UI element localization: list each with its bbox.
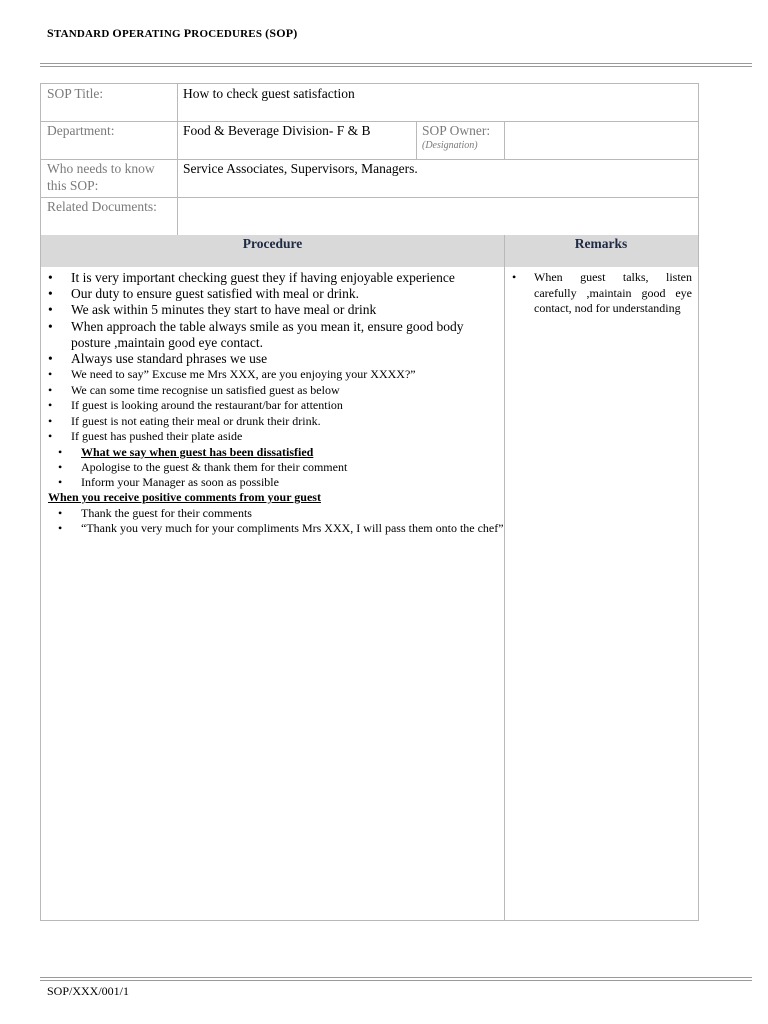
list-item: • We ask within 5 minutes they start to have meal or drink xyxy=(48,302,377,318)
department-label: Department: xyxy=(47,123,115,138)
sop-title-label: SOP Title: xyxy=(47,86,104,101)
procedure-main-list xyxy=(41,270,504,367)
positive-comments-heading: When you receive positive comments from your guest xyxy=(48,490,321,505)
procedure-content xyxy=(41,270,504,536)
dissatisfied-list xyxy=(41,445,504,491)
sop-owner-value xyxy=(504,121,700,123)
header-rule-bottom xyxy=(40,66,752,67)
related-docs-label: Related Documents: xyxy=(47,199,157,214)
sop-owner-label: SOP Owner: xyxy=(422,123,491,138)
positive-list xyxy=(41,506,504,536)
list-item: • If guest is not eating their meal or drunk their drink. xyxy=(48,413,321,428)
remarks-header: Remarks xyxy=(574,236,628,251)
sop-owner-cell xyxy=(416,121,504,153)
document-code: SOP/XXX/001/1 xyxy=(47,984,130,998)
sop-table xyxy=(40,83,699,921)
list-item: • We can some time recognise un satisfied guest as below xyxy=(48,382,340,397)
related-docs-value xyxy=(177,197,697,199)
dissatisfied-heading: • What we say when guest has been dissatisfied xyxy=(58,444,314,459)
table-header-row xyxy=(41,235,698,267)
list-item: • “Thank you very much for your compliments Mrs XXX, I will pass them onto the chef” xyxy=(58,521,504,536)
procedure-small-list xyxy=(41,367,504,445)
list-item: • Apologise to the guest & thank them for their comment xyxy=(58,459,348,474)
designation-note: (Designation) xyxy=(422,140,478,151)
header-rule-top xyxy=(40,63,752,64)
who-needs-value: Service Associates, Supervisors, Managers. xyxy=(183,161,418,176)
list-item: • Thank the guest for their comments xyxy=(58,505,252,520)
list-item: • If guest is looking around the restaurant/bar for attention xyxy=(48,398,343,413)
procedure-header: Procedure xyxy=(242,236,303,251)
who-needs-label: Who needs to know this SOP: xyxy=(47,161,155,193)
remarks-content xyxy=(504,270,700,317)
list-item: • Inform your Manager as soon as possible xyxy=(58,475,279,490)
col-divider xyxy=(504,235,505,920)
footer-rule-bottom xyxy=(40,980,752,981)
list-item: • It is very important checking guest they if having enjoyable experience xyxy=(48,270,455,285)
list-item: • When guest talks, listen carefully ,maintain good eye contact, nod for understanding xyxy=(512,270,692,315)
list-item: • If guest has pushed their plate aside xyxy=(48,429,243,444)
list-item: • We need to say” Excuse me Mrs XXX, are you enjoying your XXXX?” xyxy=(48,367,416,382)
department-value: Food & Beverage Division- F & B xyxy=(183,123,371,138)
list-item: • Always use standard phrases we use xyxy=(48,351,268,367)
footer-rule-top xyxy=(40,977,752,978)
list-item: • Our duty to ensure guest satisfied with meal or drink. xyxy=(48,286,359,302)
sop-title-value: How to check guest satisfaction xyxy=(183,86,355,101)
document-title: STANDARD OPERATING PROCEDURES (SOP) xyxy=(47,26,298,40)
list-item: • When approach the table always smile as you mean it, ensure good body posture ,maintain good eye contact. xyxy=(48,318,464,350)
remarks-list xyxy=(504,270,700,317)
col-divider xyxy=(504,121,505,159)
